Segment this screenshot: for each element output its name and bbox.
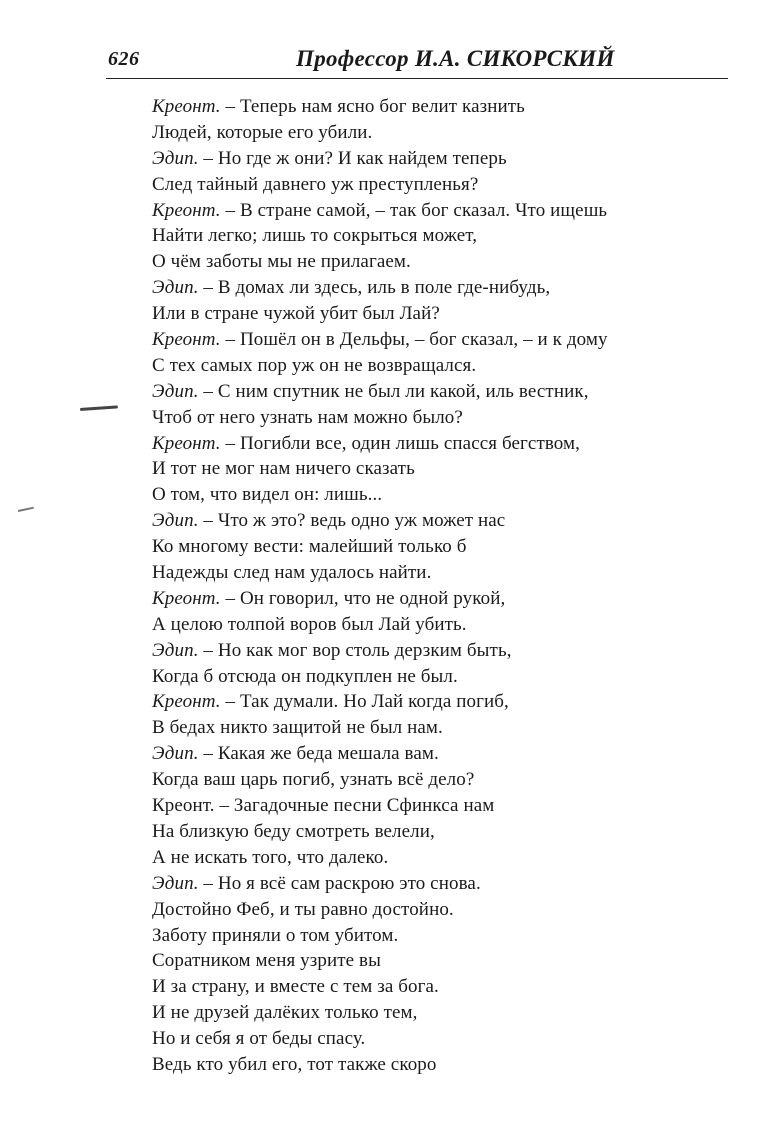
line-text: – Но я всё сам раскрою это снова. — [198, 872, 481, 894]
line-text: Достойно Феб, и ты равно достойно. — [152, 898, 454, 920]
line-text: Людей, которые его убили. — [152, 121, 373, 143]
margin-pencil-mark — [18, 507, 34, 512]
line-text: – В домах ли здесь, иль в поле где-нибудь, — [198, 277, 551, 299]
running-header — [106, 44, 728, 79]
verse-line — [152, 482, 712, 508]
line-text: Надежды след нам удалось найти. — [152, 562, 432, 584]
line-text: Когда ваш царь погиб, узнать всё дело? — [152, 769, 475, 791]
verse-line — [152, 172, 712, 198]
verse-line — [152, 508, 712, 534]
verse-line — [152, 974, 712, 1000]
line-text: Но и себя я от беды спасу. — [152, 1028, 366, 1050]
line-text: А не искать того, что далеко. — [152, 846, 389, 868]
line-text: А целою толпой воров был Лай убить. — [152, 613, 467, 635]
verse-line — [152, 948, 712, 974]
line-text: О том, что видел он: лишь... — [152, 484, 383, 506]
verse-line — [152, 198, 712, 224]
verse-line — [152, 379, 712, 405]
margin-pencil-mark — [80, 405, 118, 411]
speaker-name: Эдип. — [152, 743, 199, 765]
line-text: – Погибли все, один лишь спасся бегством, — [220, 432, 580, 454]
line-text: След тайный давнего уж преступленья? — [152, 173, 479, 195]
line-text: О чём заботы мы не прилагаем. — [152, 251, 411, 273]
verse-line — [152, 560, 712, 586]
line-text: – С ним спутник не был ли какой, иль вестник, — [198, 380, 589, 402]
line-text: – Какая же беда мешала вам. — [198, 743, 439, 765]
verse-line — [152, 741, 712, 767]
verse-line — [152, 275, 712, 301]
line-text: Креонт. – Загадочные песни Сфинкса нам — [152, 795, 495, 817]
verse-line — [152, 923, 712, 949]
verse-line — [152, 664, 712, 690]
line-text: И за страну, и вместе с тем за бога. — [152, 976, 439, 998]
line-text: – Что ж это? ведь одно уж может нас — [198, 510, 506, 532]
verse-line — [152, 897, 712, 923]
verse-line — [152, 223, 712, 249]
verse-line — [152, 353, 712, 379]
speaker-name: Эдип. — [152, 147, 199, 169]
speaker-name: Креонт. — [152, 199, 221, 221]
line-text: И не друзей далёких только тем, — [152, 1002, 418, 1024]
line-text: Ко многому вести: малейший только б — [152, 536, 467, 558]
line-text: И тот не мог нам ничего сказать — [152, 458, 415, 480]
line-text: На близкую беду смотреть велели, — [152, 820, 435, 842]
verse-line — [152, 793, 712, 819]
play-text — [152, 94, 712, 1078]
line-text: – Теперь нам ясно бог велит казнить — [220, 96, 525, 117]
line-text: Найти легко; лишь то сокрыться может, — [152, 225, 478, 247]
verse-line — [152, 301, 712, 327]
line-text: Заботу приняли о том убитом. — [152, 924, 399, 946]
speaker-name: Эдип. — [152, 380, 199, 402]
verse-line — [152, 405, 712, 431]
running-head-title: Профессор И.А. СИКОРСКИЙ — [296, 46, 615, 71]
verse-line — [152, 146, 712, 172]
line-text: – В стране самой, – так бог сказал. Что ищешь — [220, 199, 608, 221]
line-text: Ведь кто убил его, тот также скоро — [152, 1053, 437, 1075]
verse-line — [152, 431, 712, 457]
verse-line — [152, 249, 712, 275]
page-number: 626 — [108, 48, 140, 70]
line-text: Соратником меня узрите вы — [152, 950, 381, 972]
verse-line — [152, 120, 712, 146]
verse-line — [152, 689, 712, 715]
verse-line — [152, 1052, 712, 1078]
verse-line — [152, 327, 712, 353]
verse-line — [152, 819, 712, 845]
speaker-name: Эдип. — [152, 277, 199, 299]
line-text: – Но где ж они? И как найдем теперь — [198, 147, 507, 169]
verse-line — [152, 638, 712, 664]
verse-line — [152, 94, 712, 120]
speaker-name: Креонт. — [152, 587, 221, 609]
speaker-name: Креонт. — [152, 96, 221, 117]
verse-line — [152, 871, 712, 897]
line-text: В бедах никто защитой не был нам. — [152, 717, 443, 739]
verse-line — [152, 456, 712, 482]
verse-line — [152, 1026, 712, 1052]
verse-line — [152, 715, 712, 741]
line-text: Чтоб от него узнать нам можно было? — [152, 406, 463, 428]
speaker-name: Эдип. — [152, 510, 199, 532]
line-text: – Он говорил, что не одной рукой, — [220, 587, 506, 609]
verse-line — [152, 1000, 712, 1026]
line-text: С тех самых пор уж он не возвращался. — [152, 354, 477, 376]
speaker-name: Креонт. — [152, 432, 221, 454]
line-text: – Пошёл он в Дельфы, – бог сказал, – и к дому — [220, 329, 608, 351]
speaker-name: Креонт. — [152, 691, 221, 713]
line-text: Или в стране чужой убит был Лай? — [152, 303, 440, 325]
verse-line — [152, 612, 712, 638]
verse-line — [152, 534, 712, 560]
line-text: – Но как мог вор столь дерзким быть, — [198, 639, 512, 661]
line-text: – Так думали. Но Лай когда погиб, — [220, 691, 509, 713]
speaker-name: Эдип. — [152, 639, 199, 661]
verse-line — [152, 586, 712, 612]
verse-line — [152, 767, 712, 793]
line-text: Когда б отсюда он подкуплен не был. — [152, 665, 458, 687]
speaker-name: Креонт. — [152, 329, 221, 351]
speaker-name: Эдип. — [152, 872, 199, 894]
verse-line — [152, 845, 712, 871]
